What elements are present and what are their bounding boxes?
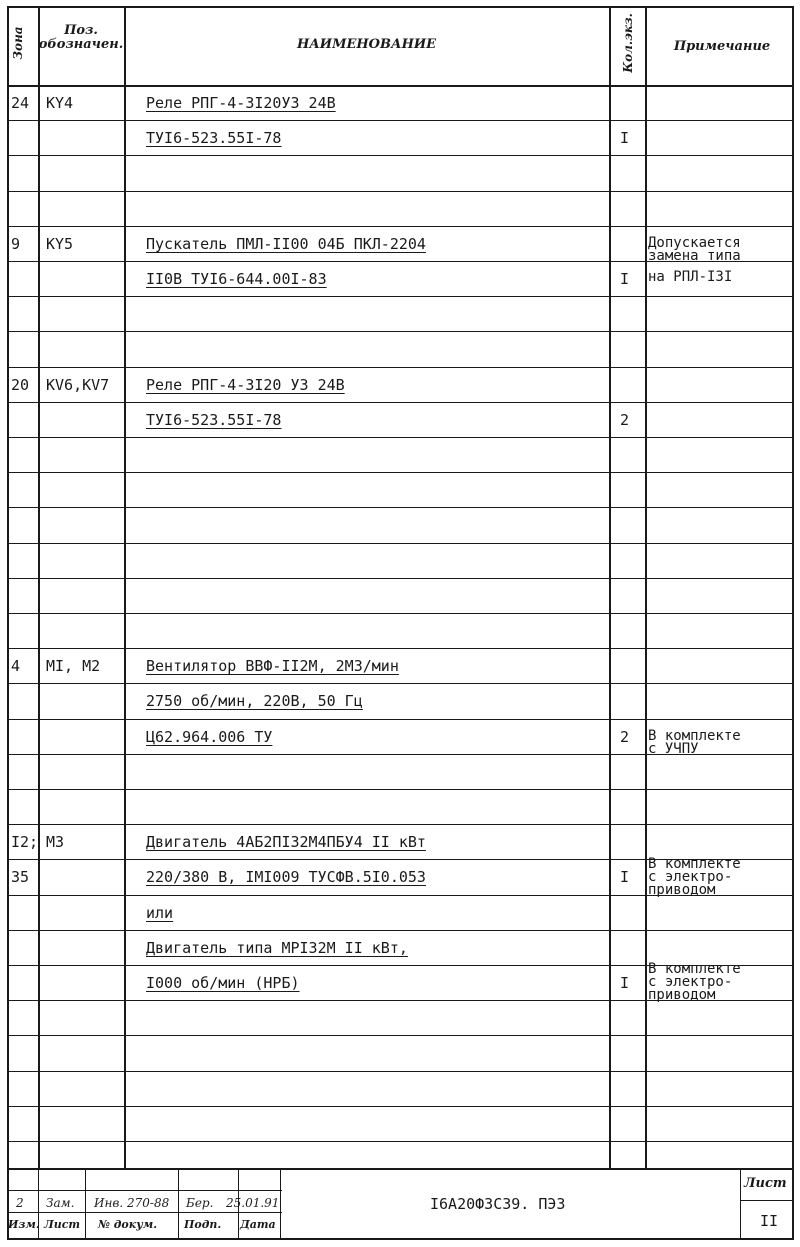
row-divider <box>7 507 792 508</box>
label-signature: Подп. <box>184 1218 222 1231</box>
note-line: приводом <box>648 987 716 1004</box>
row-divider <box>7 1141 792 1142</box>
sheet-box-divider <box>740 1200 792 1201</box>
row-divider <box>7 543 792 544</box>
row-name: 2750 об/мин, 220В, 50 Гц <box>146 692 363 711</box>
row-note <box>648 237 741 263</box>
row-name: Двигатель типа МРI32М II кВт, <box>146 938 408 957</box>
note-line: с УЧПУ <box>648 740 699 757</box>
row-divider <box>7 824 792 825</box>
revision-list: Зам. <box>46 1196 75 1210</box>
row-divider <box>7 472 792 473</box>
row-divider <box>7 191 792 192</box>
note-line: В комплекте <box>648 727 741 744</box>
row-divider <box>7 648 792 649</box>
row-note <box>648 963 741 1002</box>
header-name: НАИМЕНОВАНИЕ <box>296 37 437 52</box>
row-divider <box>7 1035 792 1036</box>
row-name: 220/380 В, IMI009 ТУСФВ.5I0.053 <box>146 868 426 887</box>
row-zone: 4 <box>11 657 21 676</box>
frame-right <box>792 6 794 1238</box>
row-position: MI, M2 <box>46 657 101 676</box>
row-name: I000 об/мин (НРБ) <box>146 974 300 992</box>
row-position: KV6,KV7 <box>46 375 110 394</box>
row-divider <box>7 331 792 332</box>
row-divider <box>7 719 792 720</box>
row-position: KY4 <box>46 94 74 112</box>
row-name: ТУI6-523.55I-78 <box>146 410 282 429</box>
column-divider <box>38 6 40 1168</box>
row-position: KY5 <box>46 234 74 253</box>
row-name: Пускатель ПМЛ-II00 04Б ПКЛ-2204 <box>146 234 426 253</box>
row-note <box>648 271 732 284</box>
row-divider <box>7 1071 792 1072</box>
row-name: Реле РПГ-4-3I20У3 24В <box>146 94 336 112</box>
row-zone: 9 <box>11 234 21 253</box>
row-divider <box>7 226 792 227</box>
row-divider <box>7 789 792 790</box>
title-block-column <box>280 1168 281 1238</box>
revision-signature: Бер. <box>186 1196 214 1210</box>
note-line: с электро- <box>648 868 733 885</box>
row-name: Двигатель 4АБ2ПI32М4ПБУ4 II кВт <box>146 833 426 852</box>
note-line: с электро- <box>648 974 733 991</box>
row-name: Ц62.964.006 ТУ <box>146 727 273 746</box>
sheet-box-left <box>740 1168 741 1238</box>
sheet-number: II <box>760 1212 779 1230</box>
revision-doc-number: Инв. 270-88 <box>94 1196 170 1210</box>
row-zone: 24 <box>11 94 30 112</box>
row-divider <box>7 120 792 121</box>
row-divider <box>7 930 792 931</box>
row-divider <box>7 296 792 297</box>
title-block-column <box>178 1168 179 1238</box>
label-list: Лист <box>44 1218 81 1231</box>
row-quantity: I <box>620 974 630 992</box>
row-name: ТУI6-523.55I-78 <box>146 129 282 148</box>
title-block-row1 <box>7 1190 282 1191</box>
sheet-label: Лист <box>744 1176 787 1191</box>
row-name: II0В ТУI6-644.00I-83 <box>146 270 327 288</box>
row-divider <box>7 1106 792 1107</box>
row-zone: 20 <box>11 375 30 394</box>
row-name: Вентилятор ВВФ-II2М, 2М3/мин <box>146 657 399 676</box>
header-position-line2: обозначен. <box>38 37 124 52</box>
row-note <box>648 727 741 757</box>
column-divider <box>124 6 126 1168</box>
label-izm: Изм. <box>8 1218 40 1231</box>
header-position <box>38 24 124 52</box>
label-doc-number: № докум. <box>98 1218 158 1231</box>
note-line: замена типа <box>648 248 741 264</box>
document-designation: I6А20Ф3С39. ПЭ3 <box>430 1195 566 1213</box>
row-zone: I2; <box>11 833 39 852</box>
note-line: В комплекте <box>648 961 741 978</box>
note-line: на РПЛ-I3I <box>648 269 733 285</box>
header-zone: Зона <box>11 26 25 60</box>
row-divider <box>7 155 792 156</box>
row-divider <box>7 402 792 403</box>
column-divider <box>609 6 611 1168</box>
row-divider <box>7 437 792 438</box>
row-divider <box>7 578 792 579</box>
row-name: Реле РПГ-4-3I20 У3 24В <box>146 375 345 394</box>
row-name: или <box>146 903 174 922</box>
note-line: Допускается <box>648 235 741 251</box>
row-note <box>648 855 741 898</box>
revision-number: 2 <box>16 1196 24 1210</box>
header-note: Примечание <box>673 39 771 54</box>
row-quantity: I <box>620 868 630 887</box>
column-divider <box>645 6 647 1168</box>
header-quantity: Кол.экз. <box>621 13 635 73</box>
row-divider <box>7 367 792 368</box>
note-line: приводом <box>648 881 716 898</box>
row-quantity: I <box>620 129 630 148</box>
row-position: M3 <box>46 833 65 852</box>
frame-bottom <box>7 1238 794 1240</box>
note-line: В комплекте <box>648 855 741 872</box>
title-block-column <box>85 1168 86 1238</box>
revision-date: 25.01.91 <box>226 1196 280 1210</box>
row-zone: 35 <box>11 868 30 887</box>
row-quantity: 2 <box>620 410 630 429</box>
row-divider <box>7 683 792 684</box>
title-block-top <box>7 1168 792 1170</box>
row-quantity: I <box>620 270 630 288</box>
title-block-row2 <box>7 1212 282 1213</box>
row-divider <box>7 613 792 614</box>
header-position-line1: Поз. <box>64 23 98 38</box>
row-quantity: 2 <box>620 727 630 746</box>
label-date: Дата <box>240 1218 276 1231</box>
